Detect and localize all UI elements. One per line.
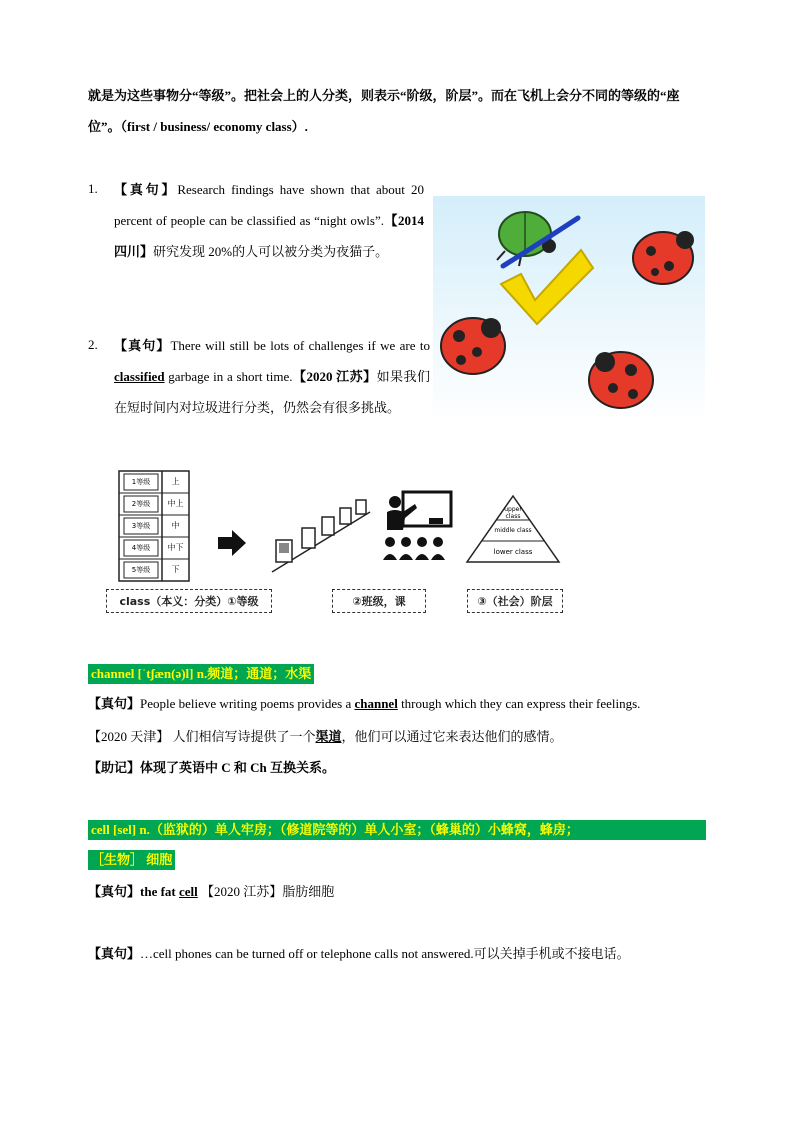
grade-label: 5等级 [131,566,151,574]
cell-example-1-tag: 【真句】 [88,884,141,899]
cell-example-2-text: …cell phones can be turned off or telephone calls not answered.可以关掉手机或不接电话。 [140,946,630,961]
ladybug-icon [633,231,694,284]
grade-label: 3等级 [131,522,151,530]
grade-label: 1等级 [131,478,151,486]
example-2-source: 【2020 江苏】 [292,369,377,384]
channel-translation-after: ，他们可以通过它来表达他们的感情。 [341,729,563,744]
class-pyramid [465,494,561,564]
intro-line-1: 就是为这些事物分“等级”。把社会上的人分类，则表示“阶级，阶层”。而在飞机上会分不同的等级的“座 [88,88,680,103]
class-label-class: ②班级，课 [332,589,426,613]
grade-table [118,470,190,582]
example-1-zh: 研究发现 20%的人可以被分类为夜猫子。 [153,244,389,259]
intro-line-2: 位”。（first / business/ economy class）. [88,119,308,134]
grade-label: 4等级 [131,544,151,552]
cell-keyword: cell [179,884,198,899]
ladybug-icon [589,352,653,408]
example-1 [114,174,424,267]
seats-sketch [266,492,376,578]
example-1-tag: 【真句】 [114,182,178,197]
pyramid-lower-label: lower class [493,548,533,556]
example-1-source: 【2014 四川】 [114,213,424,259]
grade-level: 上 [171,477,180,486]
cell-header-line-1: cell [sel] n.（监狱的）单人牢房；（修道院等的）单人小室；（蜂巢的）小蜂窝，蜂房； [88,820,706,840]
channel-keyword: channel [354,696,398,711]
grade-level: 下 [171,565,180,574]
grade-label: 2等级 [131,500,151,508]
channel-example-after: through which they can express their feelings. [397,696,641,711]
ladybug-icon [441,318,505,374]
grade-level: 中下 [167,543,184,552]
cell-example-1-before: the fat [140,884,180,899]
right-arrow-icon [218,530,248,556]
channel-translation-before: 【2020 天津】 人们相信写诗提供了一个 [88,729,316,744]
class-label-social: ③（社会）阶层 [467,589,563,613]
channel-mnemonic: 【助记】体现了英语中 C 和 Ch 互换关系。 [88,760,336,775]
cell-example-2-tag: 【真句】 [88,946,141,961]
channel-example [88,694,706,714]
grade-level: 中上 [167,499,184,508]
channel-example-tag: 【真句】 [88,696,141,711]
teacher-classroom-icon [381,490,453,564]
example-2-en-after: garbage in a short time. [164,369,293,384]
example-2-keyword: classified [114,369,165,384]
grade-level: 中 [171,521,180,530]
example-1-en: Research findings have shown that about 20 percent of people can be classified as “night owls”. [114,182,424,228]
class-label-grade: class（本义：分类）①等级 [106,589,272,613]
example-1-number: 1. [88,181,98,196]
cell-example-2 [88,944,630,964]
example-2 [114,330,430,423]
channel-translation [88,727,563,747]
ladybug-illustration [433,196,705,422]
cell-example-1-after: 【2020 江苏】脂肪细胞 [201,884,335,899]
channel-example-before: People believe writing poems provides a [140,696,355,711]
pyramid-middle-label: middle class [494,527,532,534]
cell-example-1 [88,882,334,902]
channel-header: channel [ˈtʃæn(ə)l] n.频道；通道；水渠 [88,664,314,684]
channel-translation-key: 渠道 [315,729,342,744]
cell-header-line-2: ［生物］ 细胞 [88,850,175,870]
example-2-tag: 【真句】 [114,338,171,353]
example-2-zh: 如果我们在短时间内对垃圾进行分类，仍然会有很多挑战。 [114,369,430,415]
pyramid-upper-label: upper class [504,506,522,520]
example-2-number: 2. [88,337,98,352]
example-2-en-before: There will still be lots of challenges if we are to [170,338,430,353]
